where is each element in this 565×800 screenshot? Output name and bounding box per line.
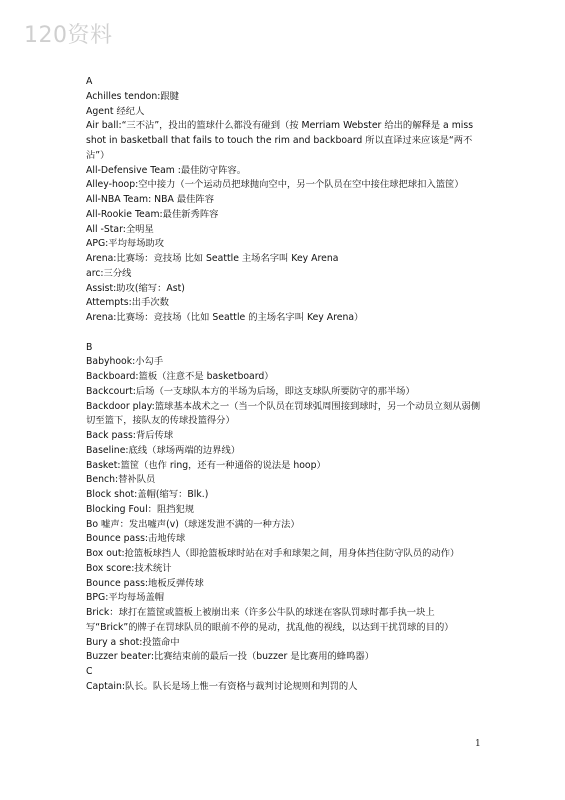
glossary-entry: Bounce pass:地板反弹传球 bbox=[86, 577, 204, 589]
section-spacer bbox=[86, 326, 486, 341]
glossary-entry: Basket:篮筐（也作 ring，还有一种通俗的说法是 hoop） bbox=[86, 459, 326, 471]
watermark: 120资料 bbox=[24, 23, 113, 48]
glossary-entry: arc:三分线 bbox=[86, 267, 132, 279]
glossary-entry: Bo 嘘声：发出嘘声(v)（球迷发泄不满的一种方法） bbox=[86, 518, 300, 530]
glossary-entry: Bury a shot:投篮命中 bbox=[86, 636, 180, 648]
glossary-entry: Brick：球打在篮筐或篮板上被崩出来（许多公牛队的球迷在客队罚球时都手执一块上写“Brick”的牌子在罚球队员的眼前不停的晃动，扰乱他的视线，以达到干扰罚球的目的） bbox=[86, 607, 454, 633]
glossary-entry: Babyhook:小勾手 bbox=[86, 356, 164, 368]
glossary-entry: Baseline:底线（球场两端的边界线） bbox=[86, 444, 241, 456]
glossary-entry: Backdoor play:篮球基本战术之一（当一个队员在罚球弧周围接到球时，另一个动员立刻从弱侧切至篮下，接队友的传球投篮得分） bbox=[86, 400, 481, 427]
glossary-entry: Blocking Foul：阻挡犯规 bbox=[86, 503, 195, 515]
glossary-entry: Back pass:背后传球 bbox=[86, 430, 174, 441]
section-letter-a: A bbox=[86, 76, 93, 87]
glossary-entry: Achilles tendon:跟腱 bbox=[86, 90, 179, 102]
glossary-entry: BPG:平均每场盖帽 bbox=[86, 592, 165, 604]
glossary-entry: Alley-hoop:空中接力（一个运动员把球抛向空中，另一个队员在空中接住球把球扣入篮筐） bbox=[86, 179, 464, 191]
glossary-entry: All-Defensive Team :最佳防守阵容。 bbox=[86, 164, 246, 176]
glossary-entry: All -Star:全明星 bbox=[86, 223, 154, 235]
glossary-entry: Backcourt:后场（一支球队本方的半场为后场，即这支球队所要防守的那半场） bbox=[86, 385, 415, 397]
glossary-entry: Attempts:出手次数 bbox=[86, 297, 169, 309]
glossary-entry: All-Rookie Team:最佳新秀阵容 bbox=[86, 208, 219, 220]
glossary-entry: Backboard:篮板（注意不是 basketboard） bbox=[86, 371, 274, 382]
glossary-entry: Block shot:盖帽(缩写：Blk.) bbox=[86, 489, 209, 500]
glossary-entry: Box out:抢篮板球挡人（即抢篮板球时站在对手和球架之间，用身体挡住防守队员的动作） bbox=[86, 548, 460, 559]
glossary-entry: Captain:队长。队长是场上惟一有资格与裁判讨论规则和判罚的人 bbox=[86, 680, 358, 692]
glossary-entry: Air ball:“三不沾”，投出的篮球什么都没有碰到（按 Merriam Webster 给出的解释是 a miss shot in basketball that fails to touch the rim and backboard 所以直译过来应该是“两不沾”） bbox=[86, 120, 474, 161]
glossary-entry: Assist:助攻(缩写：Ast) bbox=[86, 282, 185, 294]
glossary-entry: Box score:技术统计 bbox=[86, 562, 172, 574]
glossary-content bbox=[86, 75, 486, 695]
glossary-entry: Buzzer beater:比赛结束前的最后一投（buzzer 是比赛用的蜂鸣器） bbox=[86, 651, 374, 663]
glossary-entry: Agent 经纪人 bbox=[86, 105, 145, 117]
section-letter-c: C bbox=[86, 666, 93, 677]
glossary-entry: Arena:比赛场：竞技场（比如 Seattle 的主场名字叫 Key Arena） bbox=[86, 312, 364, 323]
glossary-entry: All-NBA Team: NBA 最佳阵容 bbox=[86, 194, 215, 205]
glossary-entry: APG:平均每场助攻 bbox=[86, 238, 165, 250]
glossary-entry: Bounce pass:击地传球 bbox=[86, 533, 186, 545]
section-letter-b: B bbox=[86, 341, 93, 353]
glossary-entry: Bench:替补队员 bbox=[86, 474, 156, 486]
page-number: 1 bbox=[475, 739, 481, 749]
glossary-entry: Arena:比赛场：竞技场 比如 Seattle 主场名字叫 Key Arena bbox=[86, 253, 339, 264]
